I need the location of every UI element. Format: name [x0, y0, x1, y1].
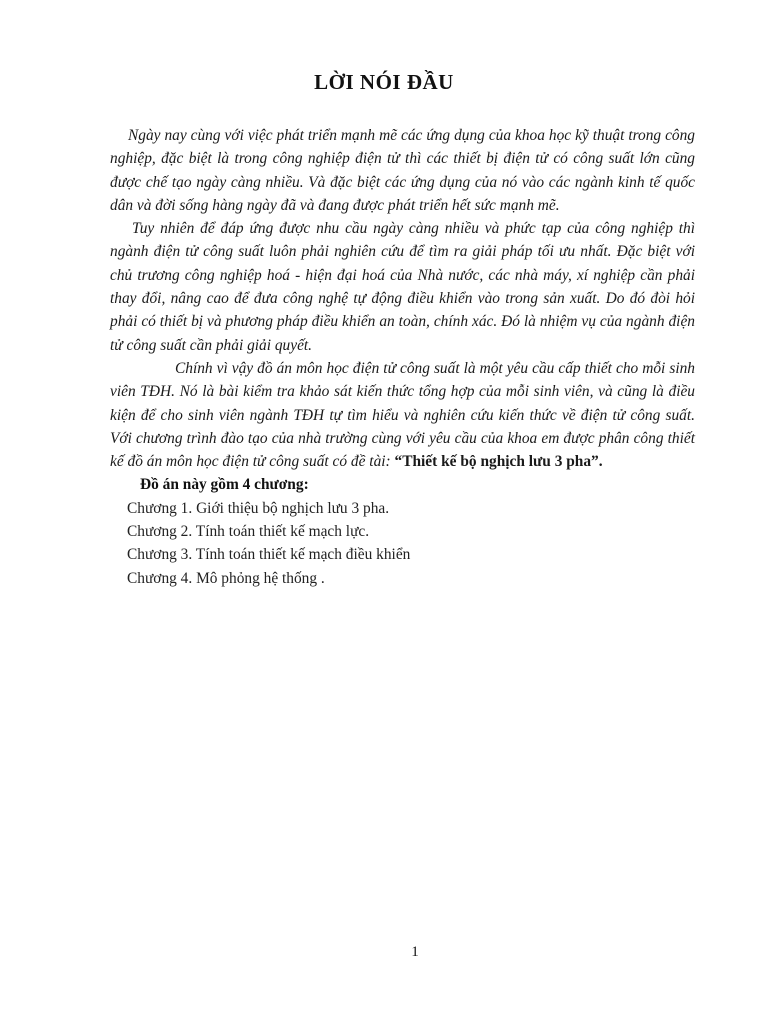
chapter-item: Chương 3. Tính toán thiết kế mạch điều khiển — [127, 546, 411, 564]
paragraph-1: Ngày nay cùng với việc phát triển mạnh mẽ các ứng dụng của khoa học kỹ thuật trong công nghiệp, đặc biệt là trong công nghiệp điện tử thì các thiết bị điện tử có công suất lớn cũng được chế tạo ngày càng nhiều. Và đặc biệt các ứng dụng của nó vào các ngành kinh tế quốc dân và đời sống hàng ngày đã và đang được phát triển hết sức mạnh mẽ. — [110, 127, 695, 214]
paragraph-3 — [110, 357, 695, 473]
page-number: 1 — [411, 944, 419, 960]
document-body — [110, 124, 695, 590]
chapter-item: Chương 2. Tính toán thiết kế mạch lực. — [127, 523, 370, 541]
chapter-item: Chương 4. Mô phỏng hệ thống . — [127, 569, 325, 587]
paragraph-3-text: Chính vì vậy đồ án môn học điện tử công suất là một yêu cầu cấp thiết cho mỗi sinh viên TĐH. Nó là bài kiểm tra khảo sát kiến thức tổng hợp của mỗi sinh viên, và cũng là điều kiện để cho sinh viên ngành TĐH tự tìm hiểu và nghiên cứu kiến thức về điện tử công suất. Với chương trình đào tạo của nhà trường cùng với yêu cầu của khoa em được phân công thiết kế đồ án môn học điện tử công suất có đề tài: — [110, 359, 695, 471]
chapter-list — [110, 497, 695, 590]
chapter-item: Chương 1. Giới thiệu bộ nghịch lưu 3 pha. — [127, 499, 390, 517]
paragraph-2: Tuy nhiên để đáp ứng được nhu cầu ngày càng nhiều và phức tạp của công nghiệp thì ngành điện tử công suất luôn phải nghiên cứu để tìm ra giải pháp tối ưu nhất. Đặc biệt với chủ trương công nghiệp hoá - hiện đại hoá của Nhà nước, các nhà máy, xí nghiệp cần phải thay đổi, nâng cao để đưa công nghệ tự động điều khiển vào trong sản xuất. Do đó đòi hỏi phải có thiết bị và phương pháp điều khiển an toàn, chính xác. Đó là nhiệm vụ của ngành điện tử công suất cần phải giải quyết. — [110, 220, 695, 354]
chapters-intro: Đồ án này gồm 4 chương: — [140, 476, 309, 494]
project-topic: “Thiết kế bộ nghịch lưu 3 pha”. — [394, 453, 603, 471]
page-title: LỜI NÓI ĐẦU — [314, 70, 454, 94]
